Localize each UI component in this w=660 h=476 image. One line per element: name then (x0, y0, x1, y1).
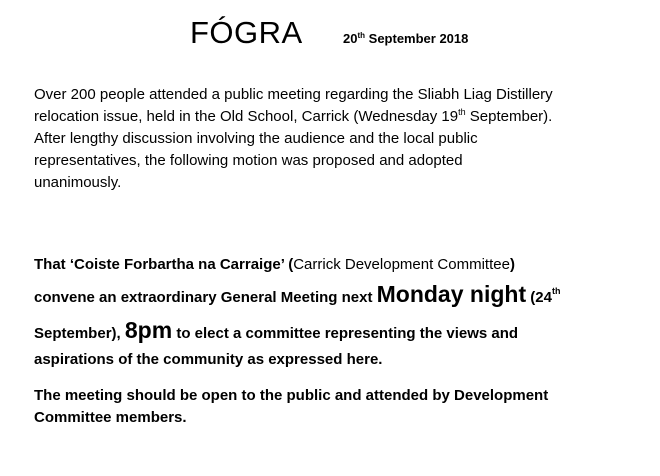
motion-part: September), (34, 325, 125, 342)
notice-date (343, 30, 468, 48)
date-suffix: th (357, 31, 366, 40)
date-month-year: September 2018 (365, 31, 469, 46)
motion-emphasis-day: Monday night (376, 281, 527, 307)
motion-line (34, 253, 646, 277)
motion-part-english-name: Carrick Development Committee (293, 256, 510, 273)
motion-part: ) (509, 256, 515, 273)
motion-part: convene an extraordinary General Meeting next (34, 289, 377, 306)
date-day: 20 (343, 31, 358, 46)
intro-paragraph (34, 84, 644, 194)
motion-line: aspirations of the community as expressed here. (34, 351, 383, 368)
motion-part: (24 (526, 289, 552, 306)
notice-title: FÓGRA (190, 15, 303, 50)
motion-line (34, 277, 646, 315)
intro-line: Over 200 people attended a public meeting regarding the Sliabh Liag Distillery (34, 86, 553, 103)
motion-line: The meeting should be open to the public and attended by Development (34, 387, 549, 404)
motion-line: Committee members. (34, 409, 187, 426)
intro-line (34, 106, 644, 128)
motion-block (34, 253, 646, 429)
intro-line: representatives, the following motion was proposed and adopted (34, 152, 463, 169)
intro-line: After lengthy discussion involving the audience and the local public (34, 130, 478, 147)
motion-part: to elect a committee representing the views and (172, 325, 519, 342)
intro-line-part: relocation issue, held in the Old School, Carrick (Wednesday 19 (34, 108, 459, 125)
motion-sup: th (551, 286, 561, 296)
motion-emphasis-time: 8pm (124, 317, 173, 343)
intro-line: unanimously. (34, 174, 122, 191)
motion-part: That ‘Coiste Forbartha na Carraige’ ( (34, 256, 294, 273)
motion-line (34, 315, 646, 349)
intro-line-part: September). (465, 108, 553, 125)
intro-line-sup: th (458, 107, 466, 117)
